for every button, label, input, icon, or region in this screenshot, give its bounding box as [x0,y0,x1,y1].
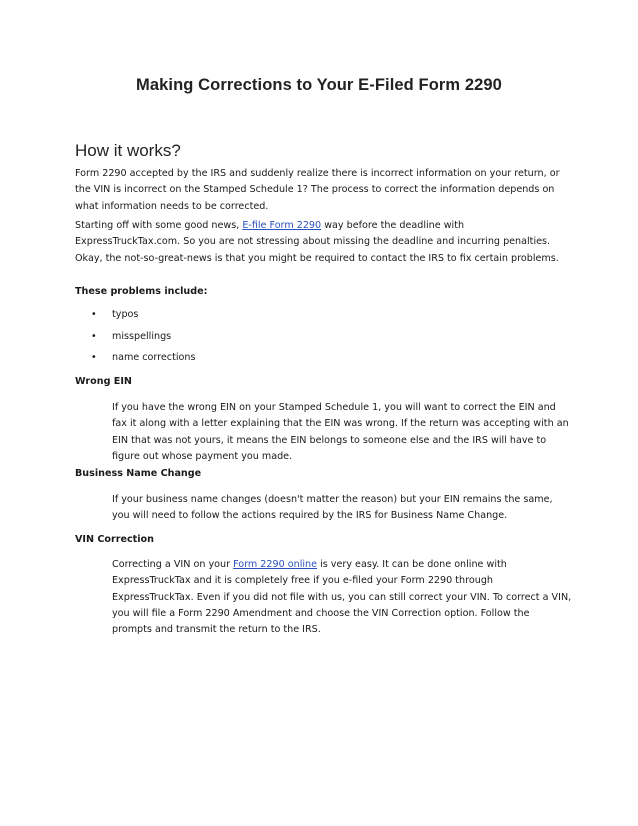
list-item-text: misspellings [112,330,172,342]
business-name-heading: Business Name Change [75,468,202,479]
problems-heading: These problems include: [75,286,208,297]
intro-paragraph: Form 2290 accepted by the IRS and suddenly realize there is incorrect information on your return, or the VIN is incorrect on the Stamped Schedule 1? The process to correct the information depends on what information needs to be corrected. [75,168,560,212]
efile-form-2290-link[interactable]: E-file Form 2290 [242,220,322,231]
bullet-icon: • [91,309,97,320]
list-item [75,352,195,374]
problems-list [75,309,195,374]
list-item-text: name corrections [112,352,196,363]
vin-correction-heading: VIN Correction [75,534,154,545]
bullet-icon: • [91,330,97,342]
vin-text-start: Correcting a VIN on your [112,559,234,570]
wrong-ein-heading: Wrong EIN [75,376,132,387]
form-2290-online-link[interactable]: Form 2290 online [233,559,318,570]
list-item [75,331,195,353]
business-name-body: If your business name changes (doesn't matter the reason) but your EIN remains the same, you will need to follow the actions required by the IRS for Business Name Change. [112,494,553,522]
good-news-text-start: Starting off with some good news, [75,220,243,231]
list-item-text: typos [112,309,139,320]
vin-text-end: is very easy. It can be done online with ExpressTruckTax and it is completely free if you e-filed your Form 2290 through ExpressTruckTax. Even if you did not file with us, you can still correct your VIN. To correct a VIN, you will file a Form 2290 Amendment and choose the VIN Correction option. Follow the prompts and transmit the return to the IRS. [112,559,572,636]
section-heading: How it works? [75,141,181,160]
good-news-text-end: way before the deadline with ExpressTruckTax.com. So you are not stressing about missing the deadline and incurring penalties. Okay, the not-so-great-news is that you might be required to contact the IRS to fix certain problems. [75,220,559,264]
vin-correction-body [112,557,572,638]
document-title: Making Corrections to Your E-Filed Form 2290 [136,76,502,94]
list-item [75,309,195,331]
good-news-paragraph [75,218,570,267]
wrong-ein-body: If you have the wrong EIN on your Stamped Schedule 1, you will want to correct the EIN and fax it along with a letter explaining that the EIN was wrong. If the return was accepting with an EIN that was not yours, it means the EIN belongs to someone else and the IRS will have to figure out whose payment you made. [112,402,569,462]
bullet-icon: • [91,352,97,363]
